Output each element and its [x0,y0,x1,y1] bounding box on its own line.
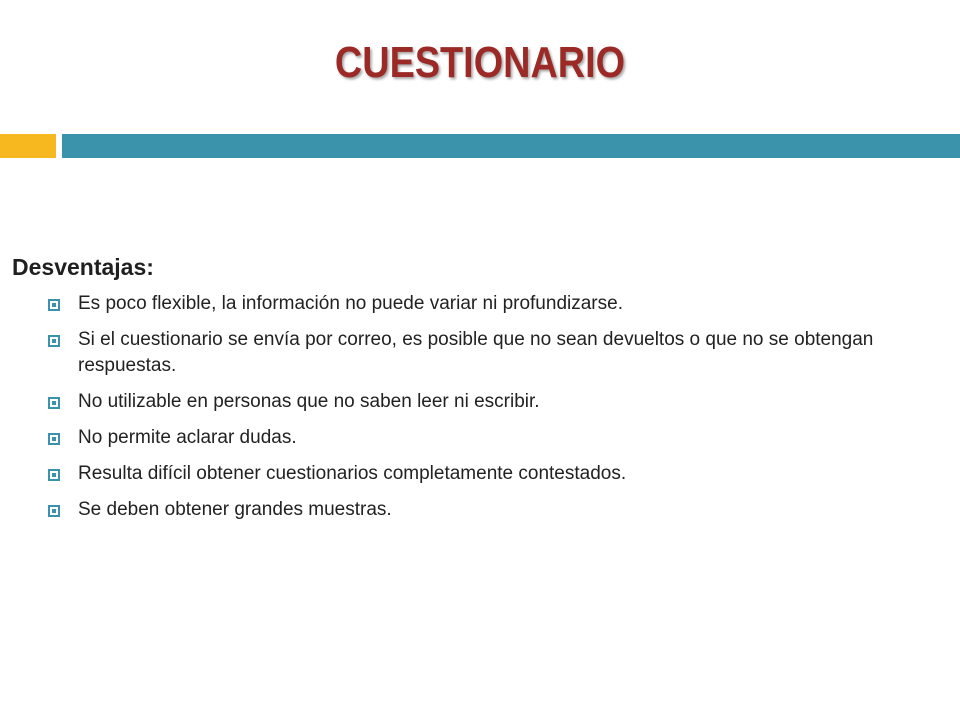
bullet-item [48,497,942,523]
bullet-item [48,389,942,415]
square-bullet-icon [48,397,60,409]
slide-title: CUESTIONARIO [334,38,626,87]
bullet-text: No permite aclarar dudas. [78,427,297,448]
slide-content [12,254,942,533]
bullet-item [48,327,942,379]
square-bullet-icon [48,335,60,347]
bullet-item [48,291,942,317]
bullet-text: Es poco flexible, la información no puede variar ni profundizarse. [78,293,623,314]
bullet-text: Se deben obtener grandes muestras. [78,499,392,520]
square-bullet-icon [48,469,60,481]
bullet-list [12,291,942,523]
bullet-item [48,461,942,487]
square-bullet-icon [48,299,60,311]
square-bullet-icon [48,505,60,517]
header-accent-bar [0,134,56,158]
bullet-text: Resulta difícil obtener cuestionarios completamente contestados. [78,463,627,484]
section-heading: Desventajas: [12,254,154,280]
bullet-text: No utilizable en personas que no saben leer ni escribir. [78,391,540,412]
square-bullet-icon [48,433,60,445]
bullet-item [48,425,942,451]
header-divider-bar [62,134,960,158]
bullet-text: Si el cuestionario se envía por correo, es posible que no sean devueltos o que no se obtengan respuestas. [78,329,874,376]
